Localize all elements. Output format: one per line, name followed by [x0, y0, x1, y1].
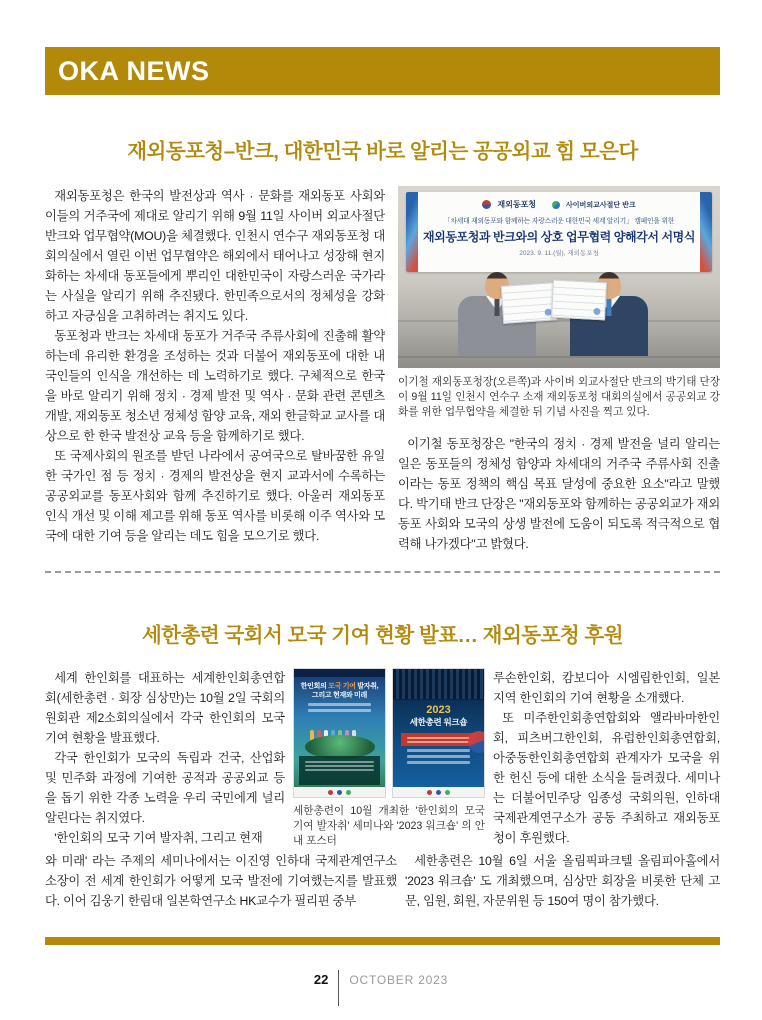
article1-left-column — [45, 186, 385, 554]
banner-date-line: 2023. 9. 11.(월), 재외동포청 — [519, 250, 599, 257]
poster-detail-line — [305, 765, 374, 767]
article1-paragraph-1: 재외동포청은 한국의 발전상과 역사 · 문화를 재외동포 사회와 이들의 거주국에 제대로 알리기 위해 9월 11일 사이버 외교사절단 반크와 업무협약(MOU)을 체결했다. 인천시 연수구 재외동포청 대회의실에서 열린 이번 업무협약은 해외에서 태어나고 성장해 현지화하는 차세대 동포들에게 뿌리인 대한민국이 자랑스러운 국가라는 사실을 알리기 위해 추진됐다. 한민족으로서의 정체성을 강화하고 자긍심을 고취하려는 취지도 있다. — [45, 189, 385, 323]
article2-bottom-left-paragraph: 와 미래' 라는 주제의 세미나에서는 이진영 인하대 국제관계연구소 소장이 전 세계 한인회가 어떻게 모국 발전에 기여했는지를 발표했다. 이어 김웅기 한림대 일본학연구소 HK교수가 필리핀 중부 — [45, 854, 397, 908]
poster-images — [293, 668, 485, 798]
workshop-poster-title: 세한총련 워크숍 — [409, 717, 468, 727]
poster-detail-line — [407, 755, 470, 758]
poster-info-box — [299, 756, 380, 785]
poster-detail-line — [305, 769, 374, 771]
mou-document-left — [501, 282, 558, 324]
poster-title-text: 발자취, — [355, 683, 379, 690]
poster-audience-photo — [393, 669, 484, 700]
poster-caption: 세한총련이 10월 개최한 '한인회의 모국 기여 발자취' 세미나와 '2023 워크숍' 의 안내 포스터 — [293, 805, 485, 847]
article1-paragraph-2: 동포청과 반크는 차세대 동포가 거주국 주류사회에 진출해 활약하는데 유리한 환경을 조성하는 것과 더불어 재외동포에 대한 내국인들의 인식을 개선하는 데 노력하기로 했다. 구체적으로 한국을 바로 알리기 위해 정치 · 경제 발전 및 역사 · 문화 관련 콘텐츠 개발, 재외동포 청소년 정체성 함양 교육, 재외 한글학교 교사를 대상으로 한 한국 발전상 교육 등을 함께하기로 했다. — [45, 329, 385, 443]
vank-logo-icon — [552, 201, 560, 209]
poster-detail-line — [308, 709, 371, 712]
poster-detail-line — [308, 703, 371, 706]
poster-header-strip — [294, 669, 385, 677]
article1-right-column — [398, 186, 720, 554]
article1-right-paragraph: 이기철 동포청장은 "한국의 정치 · 경제 발전을 널리 알리는 일은 동포들의 정체성 함양과 차세대의 거주국 주류사회 진출이라는 동포 정책의 핵심 목표 달성에 중요한 요소"라고 말했다. 박기태 반크 단장은 "재외동포와 함께하는 공공외교가 재외동포 사회와 모국의 상생 발전에 도움이 되도록 적극적으로 협력해 나가겠다"고 밝혔다. — [398, 437, 720, 551]
article2-title: 세한총련 국회서 모국 기여 현황 발표… 재외동포청 후원 — [141, 624, 624, 647]
article2-left-column — [45, 668, 285, 849]
signing-ceremony-banner — [406, 192, 712, 272]
article2-poster-column — [293, 668, 485, 849]
article-divider — [45, 571, 720, 573]
wall-groove — [398, 356, 720, 358]
poster-detail-line — [305, 761, 374, 763]
workshop-poster — [392, 668, 485, 798]
banner-campaign-line: 「차세대 재외동포와 함께하는 자랑스러운 대한민국 세계 알리기」 캠페인을 위한 — [443, 218, 675, 225]
seminar-poster — [293, 668, 386, 798]
poster-title-line2: 그리고 현재와 미래 — [312, 692, 367, 699]
oka-logo-icon — [482, 200, 491, 209]
bottom-accent-bar — [45, 937, 720, 945]
mou-document-right — [551, 280, 607, 321]
article1-paragraph-3: 또 국제사회의 원조를 받던 나라에서 공여국으로 탈바꿈한 유일한 국가인 점 등 정치 · 경제의 발전상을 현지 교과서에 수록하는 공공외교를 동포사회와 함께 추진하기로 했다. 아울러 재외동포 인식 개선 및 이해 제고를 위해 동포 역사를 비롯해 이주 역사와 모국에 대한 기여 등을 알리는 데도 힘을 모으기로 했다. — [45, 449, 385, 543]
page-number: 22 — [313, 972, 329, 987]
poster-detail-line — [407, 761, 470, 764]
article1-body — [45, 186, 720, 554]
article2-paragraph-3: '한인회의 모국 기여 발자취, 그리고 현재 — [54, 831, 263, 845]
article2-right-column — [493, 668, 720, 849]
article2-paragraph-1: 세계 한인회를 대표하는 세계한인회총연합회(세한총련 · 회장 심상만)는 10월 2일 국회의원회관 제2소회의실에서 각국 한인회의 모국 기여 현황을 발표했다. — [45, 671, 285, 745]
article2-bottom-row — [45, 851, 720, 911]
poster-footer-logos — [393, 787, 484, 797]
issue-date: OCTOBER 2023 — [349, 973, 449, 987]
article2-paragraph-5: 또 미주한인회총연합회와 앨라바마한인회, 피츠버그한인회, 유럽한인회총연합회, 아중동한인회총연합회 관계자가 모국을 위한 헌신 등에 대한 소식을 들려줬다. 세미나는 더불어민주당 임종성 국회의원, 인하대 국제관계연구소가 공동 주최하고 재외동포청이 후원했다. — [493, 711, 720, 845]
poster-detail-line — [407, 737, 470, 739]
poster-title-highlight: 모국 기여 — [328, 683, 356, 690]
section-title: OKA NEWS — [58, 55, 210, 86]
article2-paragraph-2: 각국 한인회가 모국의 독립과 건국, 산업화 및 민주화 과정에 기여한 공적과 공공외교 등을 돕기 위한 각종 노력을 우리 국민에게 널리 알린다는 취지였다. — [45, 751, 285, 825]
section-header-bar — [45, 47, 720, 95]
poster-info-box — [401, 733, 476, 746]
vank-logo-label: 사이버외교사절단 반크 — [566, 201, 636, 209]
footer-divider — [338, 970, 339, 1006]
page-footer — [0, 970, 762, 1006]
banner-main-title: 재외동포청과 반크와의 상호 업무협력 양해각서 서명식 — [422, 230, 696, 244]
article1-title: 재외동포청–반크, 대한민국 바로 알리는 공공외교 힘 모은다 — [127, 140, 638, 163]
article2-paragraph-4: 루손한인회, 캄보디아 시엠립한인회, 일본 지역 한인회의 기여 현황을 소개했다. — [493, 671, 720, 705]
photo-caption: 이기철 재외동포청장(오른쪽)과 사이버 외교사절단 반크의 박기태 단장이 9월 11일 인천시 연수구 소재 재외동포청 대회의실에서 공공외교 강화를 위한 업무협약을 체결한 뒤 기념 사진을 찍고 있다. — [398, 376, 720, 418]
banner-logos — [406, 199, 712, 210]
article2-bottom-right-paragraph: 세한총련은 10월 6일 서울 올림픽파크텔 올림피아홀에서 '2023 워크숍' 도 개최했으며, 심상만 회장을 비롯한 단체 고문, 임원, 회원, 자문위원 등 150여 명이 참가했다. — [405, 854, 720, 908]
poster-title-text: 한인회의 — [300, 683, 329, 690]
poster-footer-logos — [294, 787, 385, 797]
workshop-poster-year: 2023 — [426, 704, 451, 716]
banner-decoration-right — [700, 192, 712, 272]
poster-detail-line — [407, 741, 470, 743]
article2-body — [45, 668, 720, 849]
seminar-poster-title — [294, 682, 385, 700]
banner-decoration-left — [406, 192, 418, 272]
wall-groove — [398, 320, 720, 322]
taegeuk-graphic — [468, 731, 485, 753]
mou-signing-photo — [398, 186, 720, 368]
poster-detail-line — [407, 749, 470, 752]
oka-logo-label: 재외동포청 — [497, 200, 537, 209]
